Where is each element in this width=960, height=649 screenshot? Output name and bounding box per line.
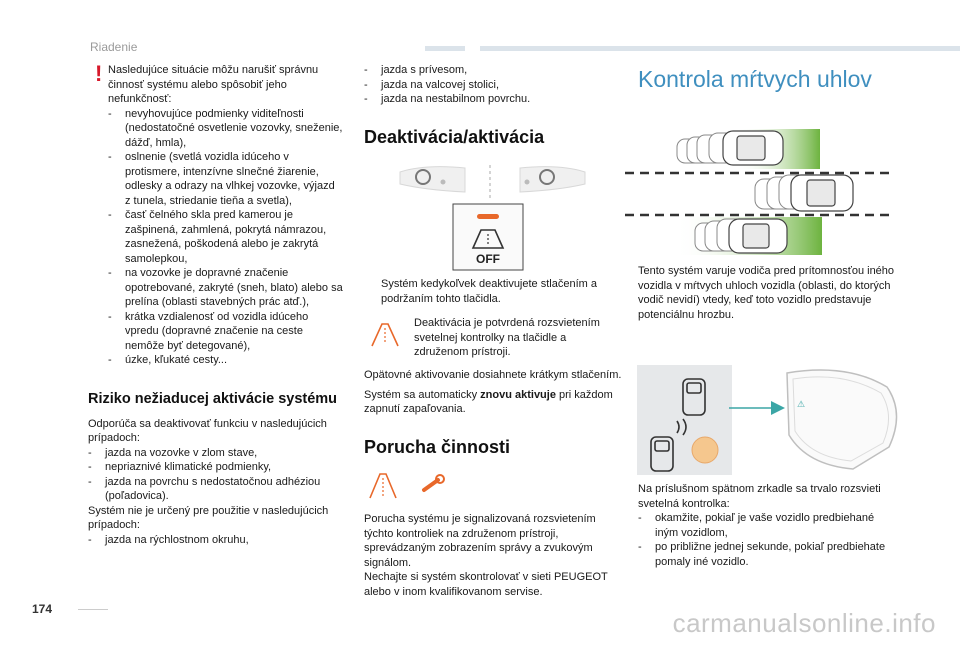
auto-reactivate-text bbox=[364, 388, 622, 417]
reactivate-text: Opätovné aktivovanie dosiahnete krátkym stlačením. bbox=[364, 369, 622, 381]
indicator-lamp bbox=[477, 214, 499, 219]
deactivation-text bbox=[364, 277, 622, 457]
pointer-arrow-icon bbox=[771, 401, 785, 415]
blind-spot-description: Tento systém varuje vodiča pred prítomnosťou iného vozidla v mŕtvych uhloch vozidla (oblasti, do ktorých vodič nevidí) vtedy, keď toto vozidlo predstavuje potenciálnu hrozbu. bbox=[638, 265, 895, 321]
mirror-indicator-icon: ⚠ bbox=[797, 399, 806, 409]
note-box bbox=[364, 316, 622, 362]
right-banner-shape bbox=[520, 167, 585, 192]
auto-suffix: pri každom zapnutí zapaľovania. bbox=[364, 388, 613, 415]
list-item: - jazda na povrchu s nedostatočnou adhéziou (poľadovica). bbox=[88, 475, 353, 504]
fault-heading: Porucha činnosti bbox=[364, 436, 511, 457]
fault-text-2: Nechajte si systém skontrolovať v sieti PEUGEOT alebo v inom kvalifikovanom servise. bbox=[364, 571, 608, 598]
fault-indicator-icons bbox=[366, 470, 456, 502]
list-item: - po približne jednej sekunde, pokiaľ predbiehate pomaly iné vozidlo. bbox=[638, 540, 900, 569]
exclamation-icon: ! bbox=[95, 61, 103, 86]
list-item: - okamžite, pokiaľ je vaše vozidlo predbiehané iným vozidlom, bbox=[638, 511, 900, 540]
risk-heading: Riziko nežiaducej aktivácie systému bbox=[88, 390, 338, 407]
left-banner-shape bbox=[400, 167, 465, 192]
list-item: - jazda s prívesom, bbox=[364, 63, 622, 78]
blind-spot-diagram bbox=[625, 125, 890, 257]
list-item: - jazda na vozovke v zlom stave, bbox=[88, 446, 353, 461]
not-intended-intro: Systém nie je určený pre použitie v nasledujúcich prípadoch: bbox=[88, 504, 329, 531]
list-item: - jazda na valcovej stolici, bbox=[364, 78, 622, 93]
list-item: - jazda na nestabilnom povrchu. bbox=[364, 92, 622, 107]
footer-rule bbox=[78, 609, 108, 610]
auto-prefix: Systém sa automaticky bbox=[364, 388, 481, 401]
deactivation-note: Deaktivácia je potvrdená rozsvietením svetelnej kontrolky na tlačidle a združenom prístroji. bbox=[414, 317, 600, 358]
list-item: - nepriaznivé klimatické podmienky, bbox=[88, 460, 353, 475]
lane-departure-warning-icon bbox=[368, 320, 402, 350]
list-item: - nevyhovujúce podmienky viditeľnosti (nedostatočné osvetlenie vozovky, sneženie, dážď, hmla), bbox=[108, 107, 343, 151]
mirror-diagram bbox=[637, 365, 899, 475]
warning-intro: Nasledujúce situácie môžu narušiť správnu činnosť systému alebo spôsobiť jeho nefunkčnosť: bbox=[108, 64, 319, 105]
warning-box bbox=[88, 63, 343, 368]
list-item: - úzke, kľukaté cesty... bbox=[108, 353, 343, 368]
off-label: OFF bbox=[476, 252, 500, 266]
column-left bbox=[88, 63, 353, 547]
list-item: - krátka vzdialenosť od vozidla idúceho vpredu (dopravné značenie na ceste nemôže byť detegované), bbox=[108, 310, 343, 354]
list-item: - jazda na rýchlostnom okruhu, bbox=[88, 533, 353, 548]
stalk-icon bbox=[441, 180, 446, 185]
list-item: - oslnenie (svetlá vozidla idúceho v protismere, intenzívne slnečné žiarenie, odlesky a odrazy na vlhkej vozovke, výjazd z tunela, striedanie tieňa a svetla), bbox=[108, 150, 343, 208]
alert-light-icon bbox=[692, 437, 718, 463]
mirror-intro: Na príslušnom spätnom zrkadle sa trvalo rozsvieti svetelná kontrolka: bbox=[638, 483, 881, 510]
deactivation-step: Systém kedykoľvek deaktivujete stlačením a podržaním tohto tlačidla. bbox=[381, 278, 597, 305]
fault-text bbox=[364, 512, 622, 599]
deactivation-heading: Deaktivácia/aktivácia bbox=[364, 126, 545, 147]
car-top bbox=[723, 131, 783, 165]
header-rule-small bbox=[425, 46, 465, 51]
page-number: 174 bbox=[32, 602, 53, 616]
column-middle bbox=[364, 63, 622, 147]
column-right bbox=[638, 66, 900, 92]
lane-assist-button-figure bbox=[395, 160, 590, 275]
fault-text-1: Porucha systému je signalizovaná rozsvietením týchto kontroliek na združenom prístroji, sprevádzaným zobrazením správy a zvukovým signálom. bbox=[364, 513, 596, 569]
step-item bbox=[364, 277, 622, 306]
blind-spot-title: Kontrola mŕtvych uhlov bbox=[638, 66, 872, 92]
section-title: Riadenie bbox=[90, 40, 138, 54]
mirror-text bbox=[638, 482, 900, 569]
list-item: - na vozovke je dopravné značenie opotrebované, zakryté (sneh, blato) alebo sa prelína (oblasti stavebných prác atď.), bbox=[108, 266, 343, 310]
watermark-text: carmanualsonline.info bbox=[672, 608, 936, 638]
car-bottom bbox=[729, 219, 787, 253]
car-middle bbox=[791, 175, 853, 211]
stalk-icon bbox=[525, 180, 530, 185]
auto-bold: znovu aktivuje bbox=[480, 388, 556, 401]
header-rule bbox=[480, 46, 960, 51]
risk-intro: Odporúča sa deaktivovať funkciu v nasledujúcich prípadoch: bbox=[88, 417, 327, 444]
mirror-shape bbox=[787, 370, 897, 469]
list-item: - časť čelného skla pred kamerou je zašpinená, zahmlená, pokrytá námrazou, zasnežená, poškodená alebo je zakrytá samolepkou, bbox=[108, 208, 343, 266]
